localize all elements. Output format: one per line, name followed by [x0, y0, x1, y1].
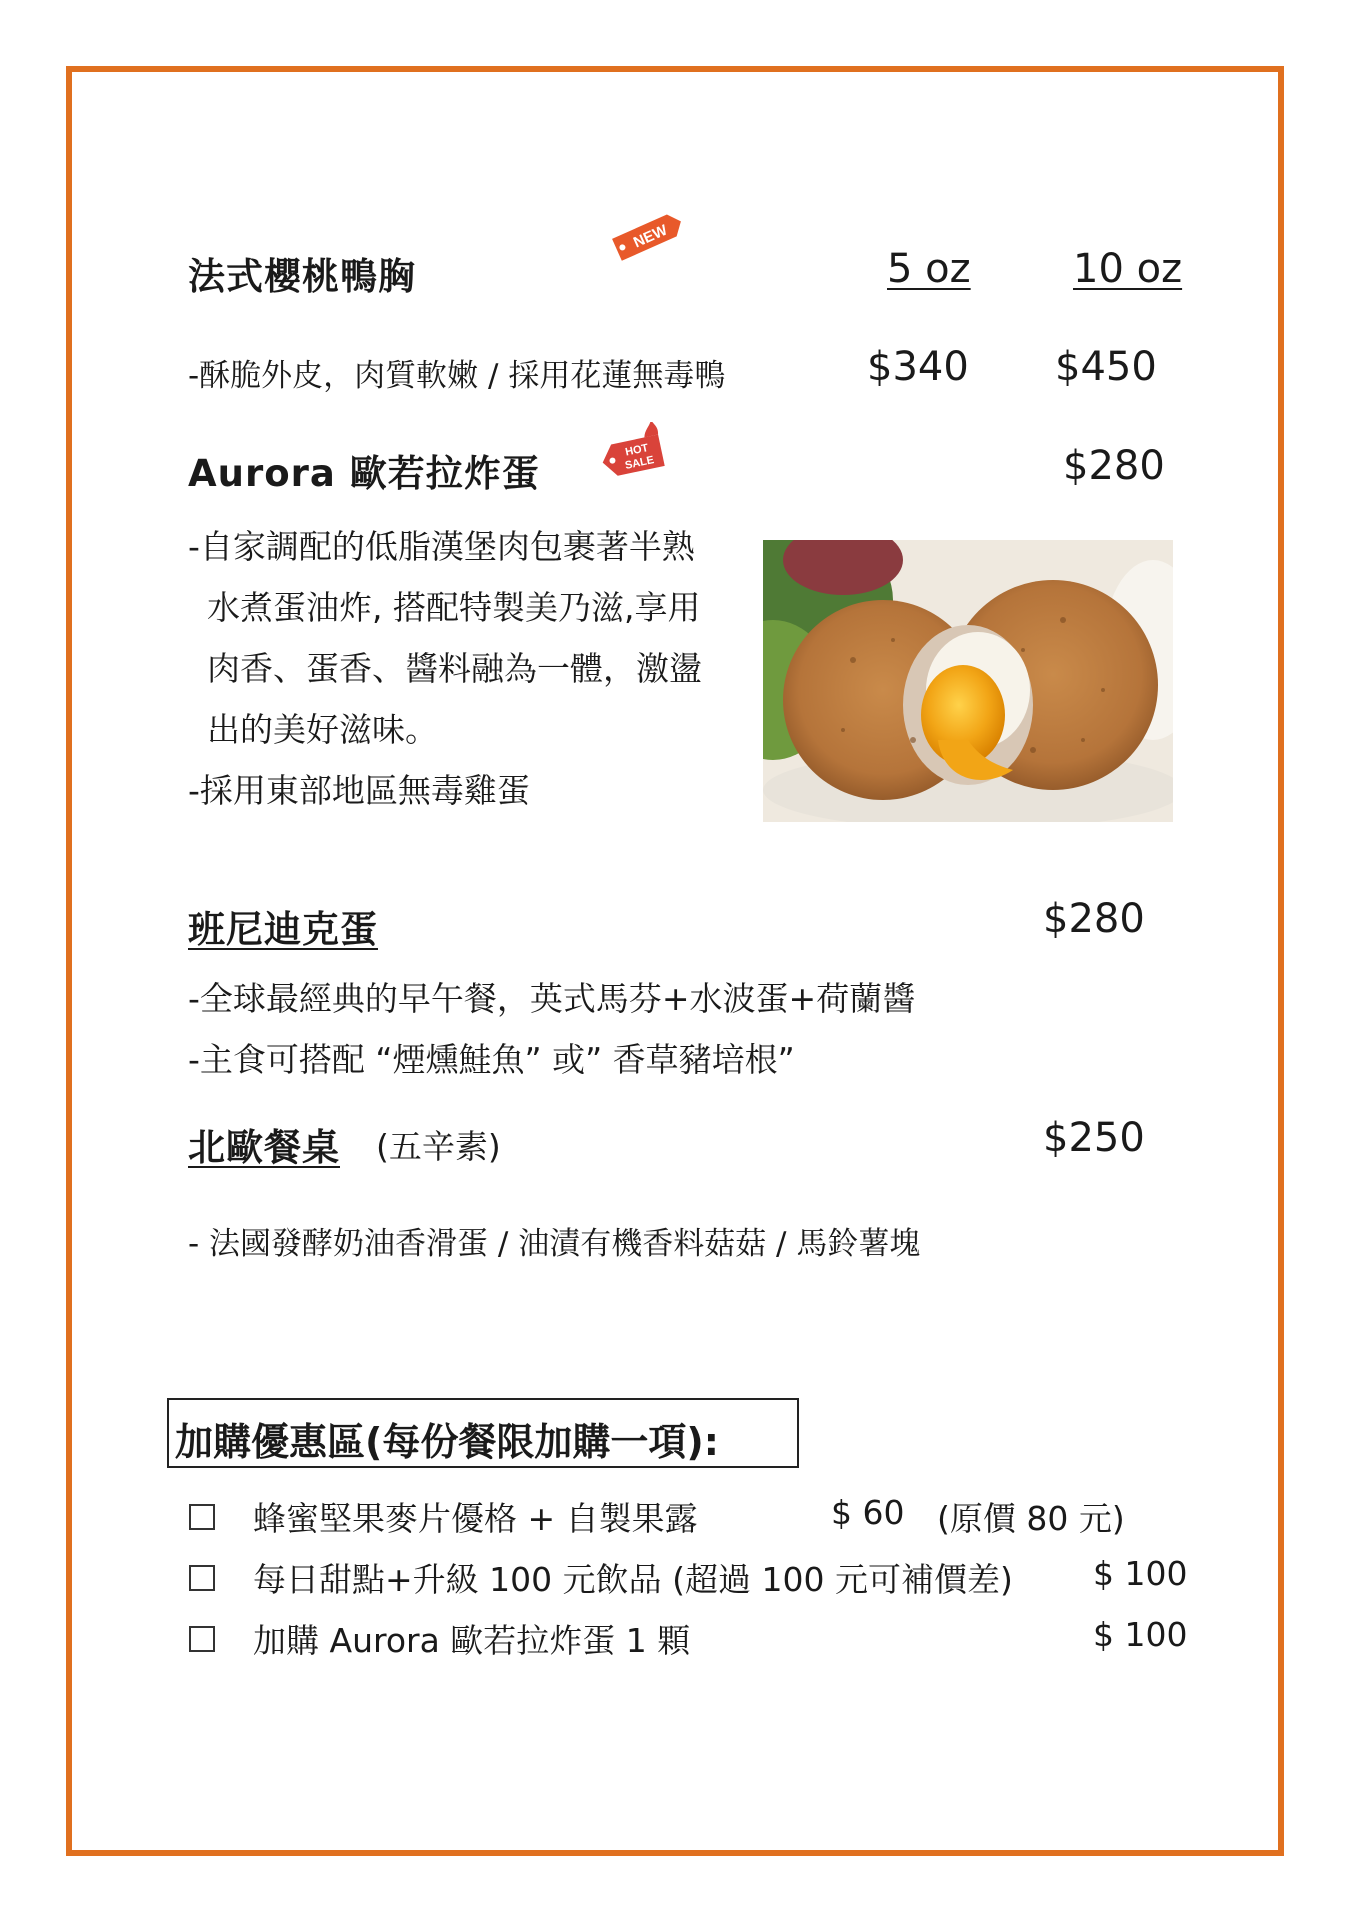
aurora-desc-line-5: -採用東部地區無毒雞蛋 — [188, 771, 530, 810]
addon-label-3: 加購 Aurora 歐若拉炸蛋 1 顆 — [253, 1621, 691, 1660]
duck-description: -酥脆外皮，肉質軟嫩 / 採用花蓮無毒鴨 — [188, 358, 726, 394]
benedict-price: $280 — [1043, 896, 1145, 942]
aurora-desc-line-4: 出的美好滋味。 — [207, 710, 438, 749]
new-tag-text: NEW — [630, 221, 670, 252]
benedict-desc-line-1: -全球最經典的早午餐，英式馬芬+水波蛋+荷蘭醬 — [188, 979, 916, 1018]
benedict-desc-line-2: -主食可搭配 “煙燻鮭魚” 或” 香草豬培根” — [188, 1040, 795, 1079]
nordic-note: (五辛素) — [376, 1127, 501, 1166]
addon-price-2: $ 100 — [1093, 1554, 1188, 1593]
duck-price-large: $450 — [1055, 344, 1157, 390]
dish-title-duck: 法式櫻桃鴨胸 — [188, 255, 416, 298]
addon-price-1: $ 60 — [831, 1493, 905, 1532]
dish-title-benedict: 班尼迪克蛋 — [188, 908, 378, 951]
addon-label-2: 每日甜點+升級 100 元飲品 (超過 100 元可補價差) — [253, 1560, 1013, 1599]
aurora-desc-line-1: -自家調配的低脂漢堡肉包裹著半熟 — [188, 527, 695, 566]
aurora-egg-photo — [763, 540, 1173, 822]
hot-sale-tag-icon — [596, 422, 672, 486]
addon-checkbox-2[interactable] — [189, 1565, 215, 1591]
addon-checkbox-1[interactable] — [189, 1504, 215, 1530]
aurora-desc-line-2: 水煮蛋油炸, 搭配特製美乃滋,享用 — [207, 588, 701, 627]
new-tag-icon — [606, 206, 690, 266]
nordic-description: - 法國發酵奶油香滑蛋 / 油漬有機香料菇菇 / 馬鈴薯塊 — [188, 1226, 921, 1262]
duck-price-small: $340 — [867, 344, 969, 390]
addon-note-1: (原價 80 元) — [937, 1499, 1125, 1538]
addon-price-3: $ 100 — [1093, 1615, 1188, 1654]
duck-size-small: 5 oz — [887, 246, 971, 292]
aurora-price: $280 — [1063, 443, 1165, 489]
duck-size-large: 10 oz — [1073, 246, 1183, 292]
addon-title-box — [167, 1398, 799, 1468]
dish-title-aurora: Aurora 歐若拉炸蛋 — [188, 452, 540, 495]
addon-label-1: 蜂蜜堅果麥片優格 + 自製果露 — [253, 1499, 698, 1538]
dish-title-nordic: 北歐餐桌 — [188, 1126, 340, 1169]
hot-tag-line1: HOT — [624, 441, 650, 459]
addon-checkbox-3[interactable] — [189, 1626, 215, 1652]
nordic-price: $250 — [1043, 1115, 1145, 1161]
aurora-desc-line-3: 肉香、蛋香、醬料融為一體，激盪 — [207, 649, 702, 688]
hot-tag-line2: SALE — [623, 454, 656, 472]
addon-title: 加購優惠區(每份餐限加購一項): — [175, 1420, 719, 1464]
